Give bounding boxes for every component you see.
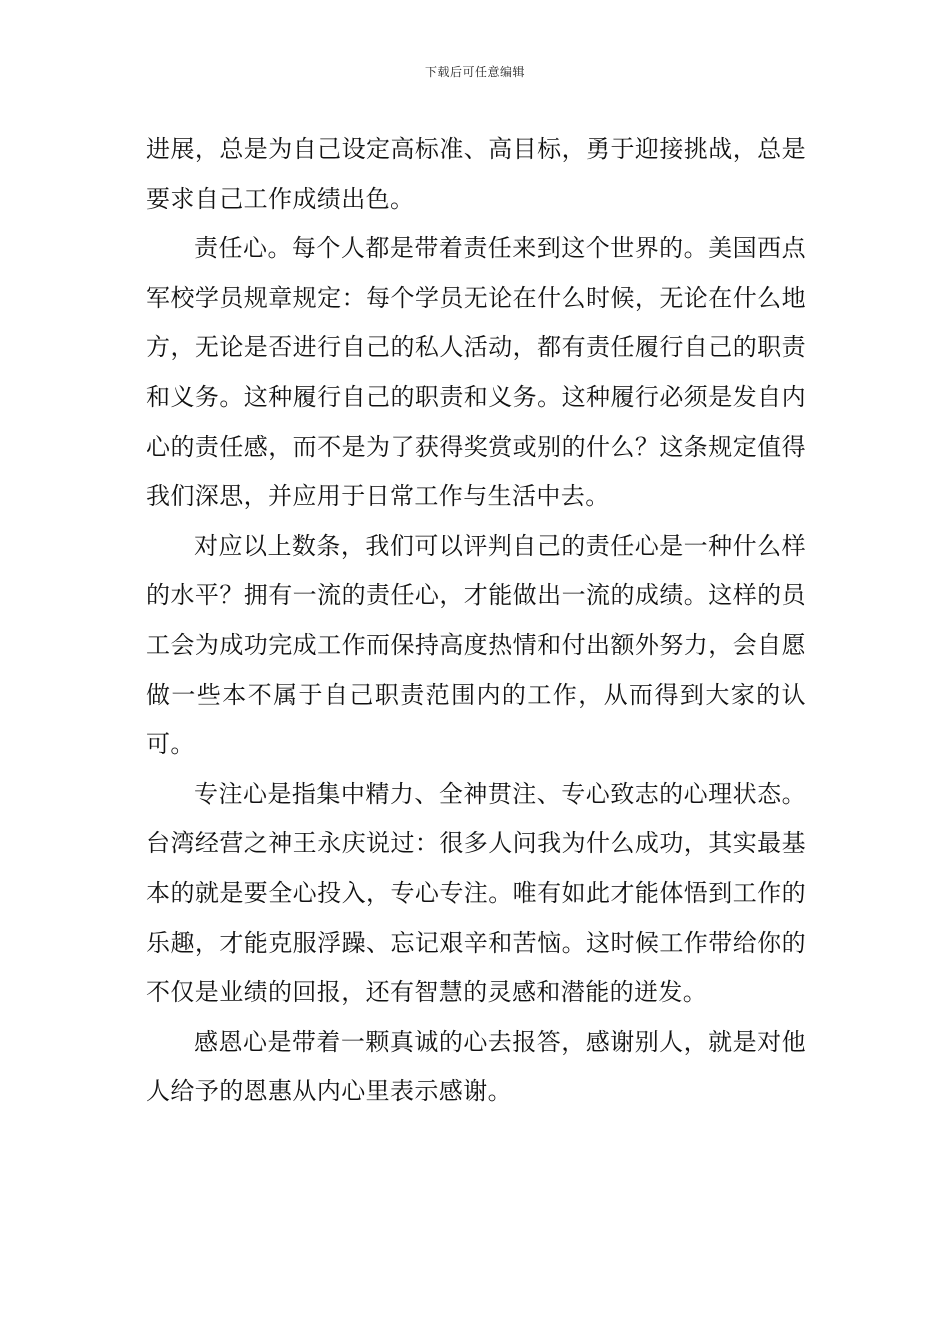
page-header: 下载后可任意编辑 [424,65,525,79]
paragraph-evaluation: 对应以上数条，我们可以评判自己的责任心是一种什么样的水平？拥有一流的责任心，才能做出一流的成绩。这样的员工会为成功完成工作而保持高度热情和付出额外努力，会自愿做一些本不属于自己职责范围内的工作，从而得到大家的认可。 [146,531,806,759]
paragraph-focus: 专注心是指集中精力、全神贯注、专心致志的心理状态。台湾经营之神王永庆说过：很多人问我为什么成功，其实最基本的就是要全心投入，专心专注。唯有如此才能体悟到工作的乐趣，才能克服浮躁、忘记艰辛和苦恼。这时候工作带给你的不仅是业绩的回报，还有智慧的灵感和潜能的迸发。 [146,779,806,1007]
paragraph-gratitude: 感恩心是带着一颗真诚的心去报答，感谢别人，就是对他人给予的恩惠从内心里表示感谢。 [146,1027,806,1106]
paragraph-continuation: 进展，总是为自己设定高标准、高目标，勇于迎接挑战，总是要求自己工作成绩出色。 [146,135,806,213]
document-body [146,125,806,1117]
paragraph-responsibility: 责任心。每个人都是带着责任来到这个世界的。美国西点军校学员规章规定：每个学员无论在什么时候，无论在什么地方，无论是否进行自己的私人活动，都有责任履行自己的职责和义务。这种履行自己的职责和义务。这种履行必须是发自内心的责任感，而不是为了获得奖赏或别的什么？这条规定值得我们深思，并应用于日常工作与生活中去。 [146,234,806,511]
